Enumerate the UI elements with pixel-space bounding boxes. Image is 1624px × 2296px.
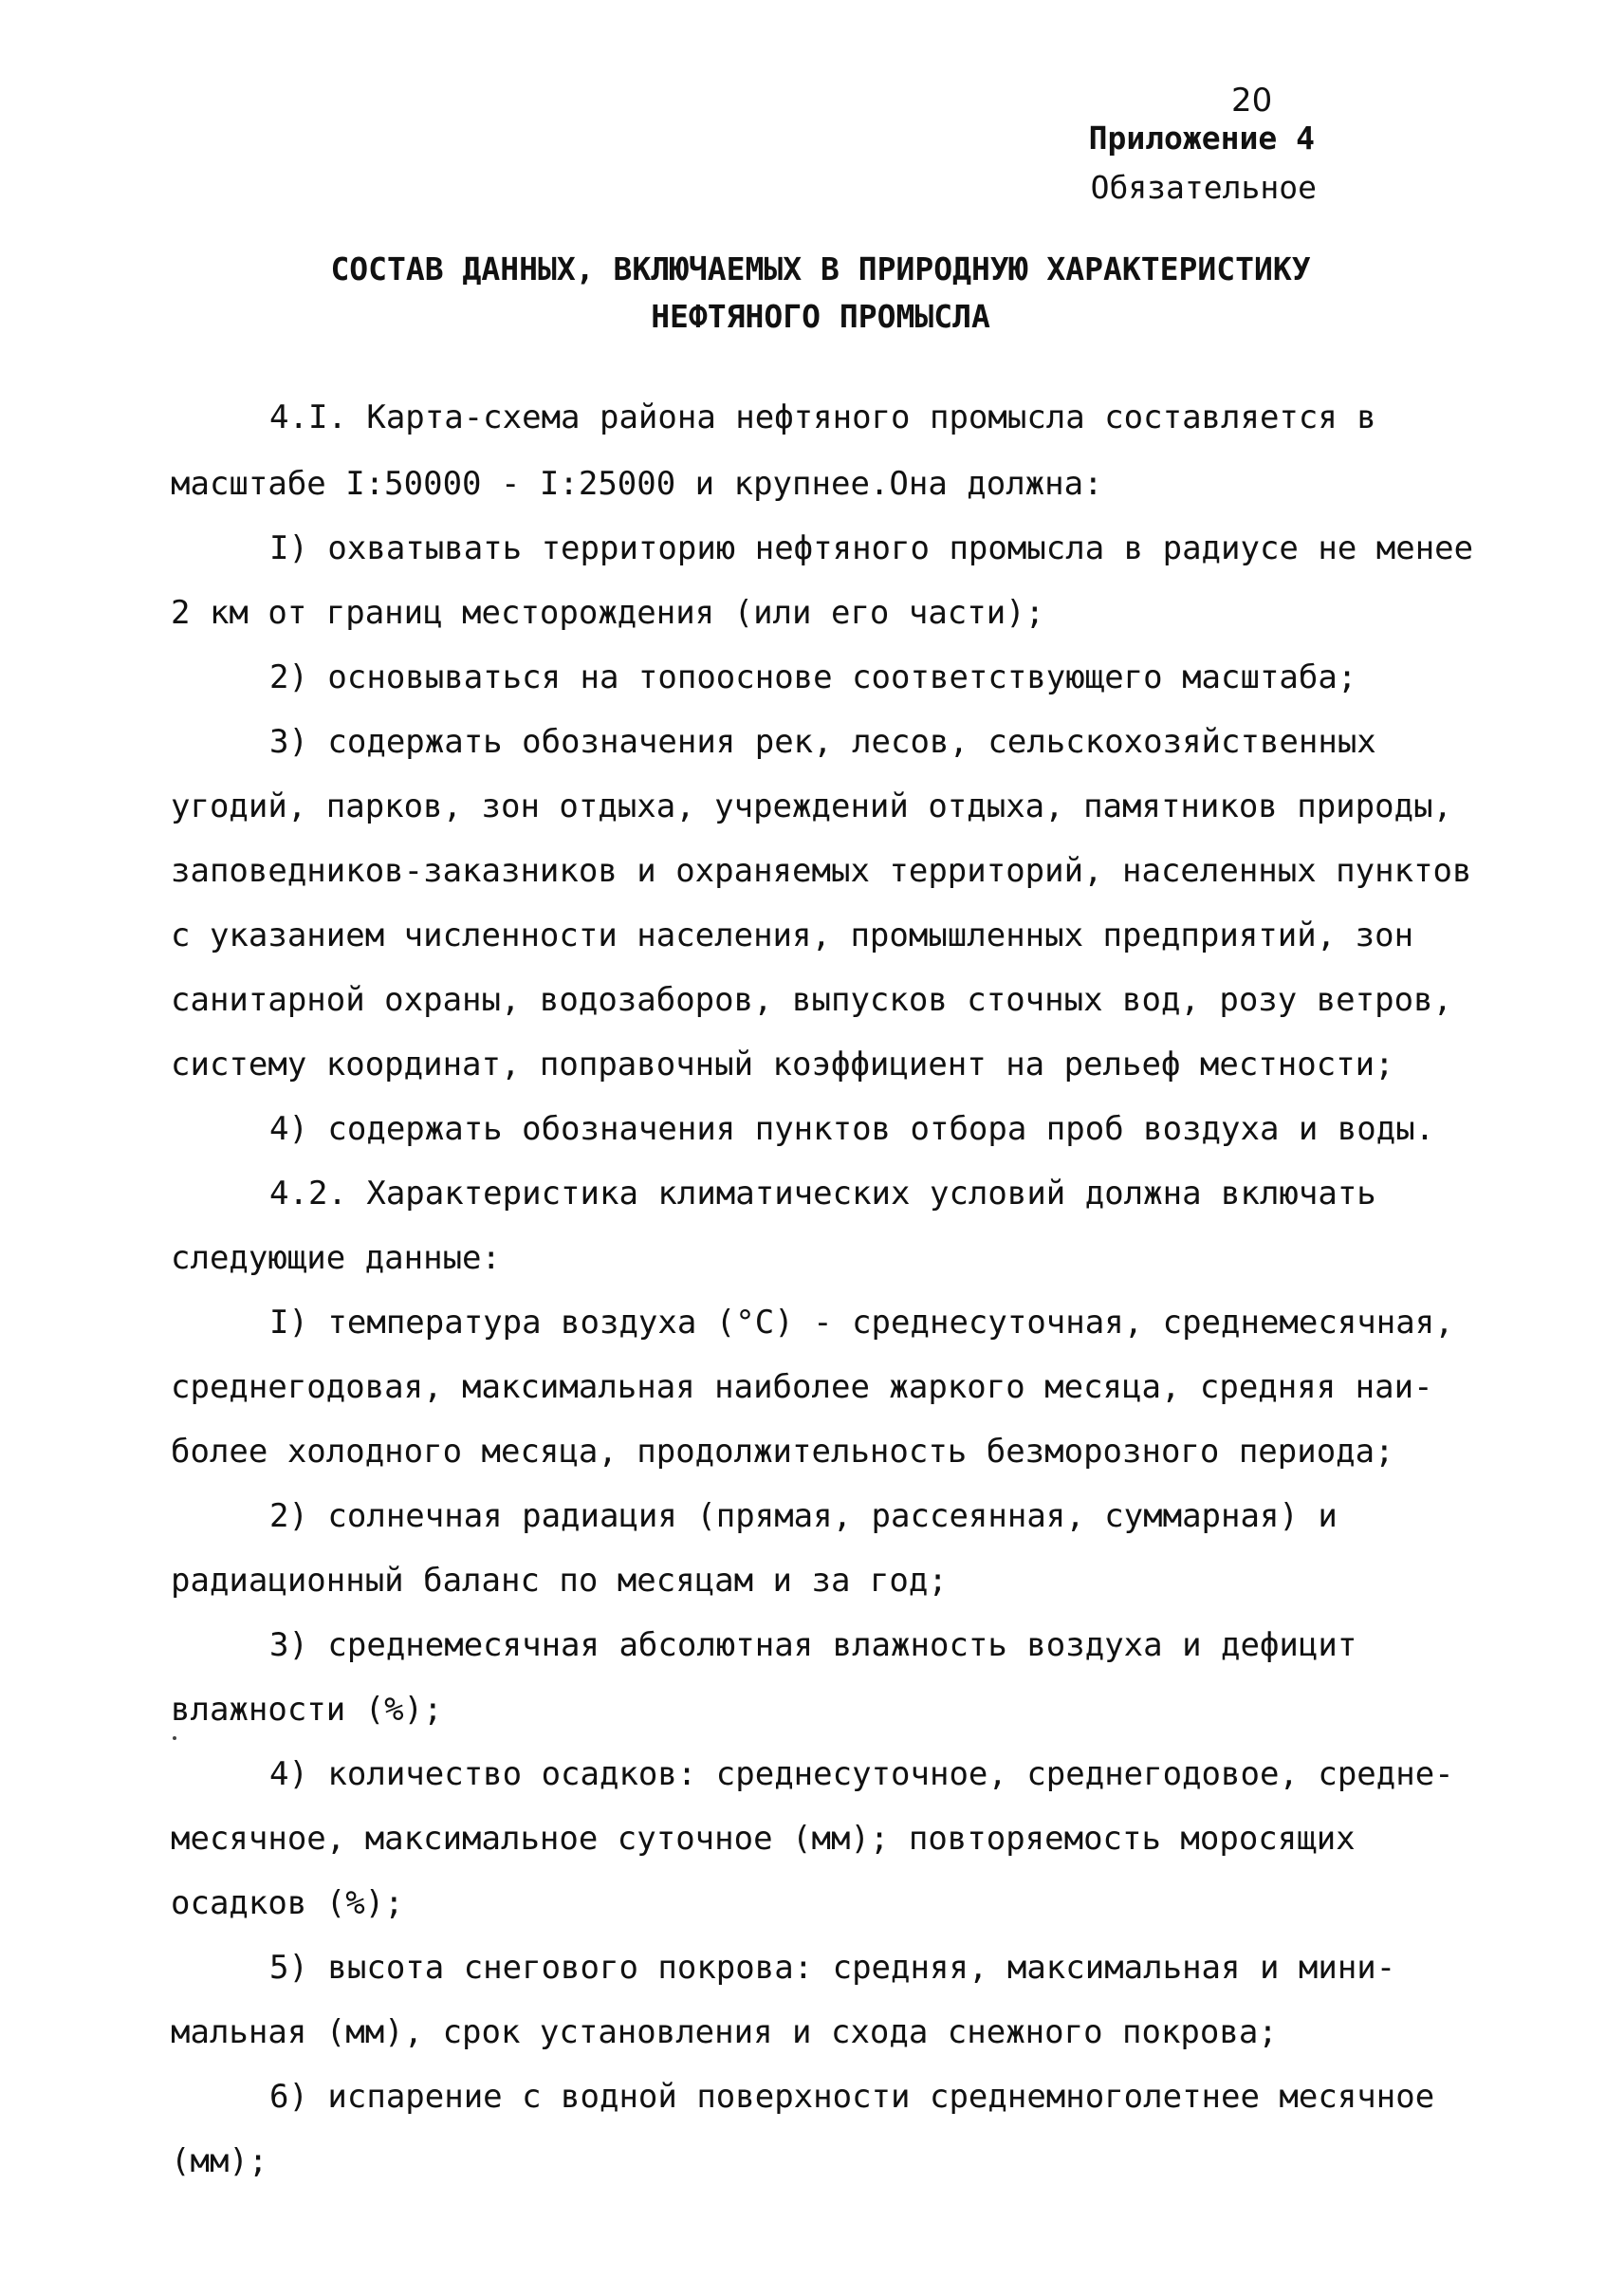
body-line: мальная (мм), срок установления и схода снежного покрова;	[171, 2013, 1278, 2051]
scan-speck	[173, 1736, 176, 1740]
body-line: 4.I. Карта-схема района нефтяного промысла составляется в	[269, 398, 1376, 436]
body-line: 2 км от границ месторождения (или его части);	[171, 594, 1045, 632]
body-line: 3) среднемесячная абсолютная влажность воздуха и дефицит	[269, 1626, 1357, 1664]
body-line: месячное, максимальное суточное (мм); повторяемость моросящих	[171, 1820, 1356, 1858]
body-line: заповедников-заказников и охраняемых территорий, населенных пунктов	[171, 852, 1472, 890]
body-line: I) охватывать территорию нефтяного промысла в радиусе не менее	[269, 529, 1474, 567]
body-line: 6) испарение с водной поверхности среднемноголетнее месячное	[269, 2078, 1435, 2116]
body-line: 2) солнечная радиация (прямая, рассеянная, суммарная) и	[269, 1497, 1338, 1535]
body-line: масштабе I:50000 - I:25000 и крупнее.Она должна:	[171, 465, 1103, 503]
body-line: осадков (%);	[171, 1884, 404, 1922]
body-line: 5) высота снегового покрова: средняя, максимальная и мини-	[269, 1949, 1396, 1987]
body-line: I) температура воздуха (°C) - среднесуточная, среднемесячная,	[269, 1304, 1454, 1342]
body-line: 4.2. Характеристика климатических условий должна включать	[269, 1175, 1376, 1213]
body-line: влажности (%);	[171, 1691, 443, 1729]
body-line: более холодного месяца, продолжительность безморозного периода;	[171, 1433, 1394, 1471]
body-line: 4) содержать обозначения пунктов отбора проб воздуха и воды.	[269, 1110, 1435, 1148]
body-line: 2) основываться на топооснове соответствующего масштаба;	[269, 658, 1357, 696]
body-line: с указанием численности населения, промышленных предприятий, зон	[171, 917, 1414, 954]
body-line: угодий, парков, зон отдыха, учреждений отдыха, памятников природы,	[171, 787, 1453, 825]
page-number: 20	[1231, 82, 1273, 120]
body-line: систему координат, поправочный коэффициент на рельеф местности;	[171, 1046, 1394, 1083]
document-title-line-1: СОСТАВ ДАННЫХ, ВКЛЮЧАЕМЫХ В ПРИРОДНУЮ ХАРАКТЕРИСТИКУ	[330, 250, 1311, 287]
document-title-line-2: НЕФТЯНОГО ПРОМЫСЛА	[651, 298, 990, 335]
body-line: среднегодовая, максимальная наиболее жаркого месяца, средняя наи-	[171, 1368, 1433, 1406]
body-line: 3) содержать обозначения рек, лесов, сельскохозяйственных	[269, 723, 1376, 761]
appendix-label: Приложение 4	[1088, 120, 1315, 157]
body-line: следующие данные:	[171, 1239, 501, 1277]
body-line: 4) количество осадков: среднесуточное, среднегодовое, средне-	[269, 1755, 1454, 1793]
appendix-status: Обязательное	[1090, 169, 1317, 206]
body-line: санитарной охраны, водозаборов, выпусков сточных вод, розу ветров,	[171, 981, 1453, 1019]
body-line: (мм);	[171, 2142, 268, 2180]
body-line: радиационный баланс по месяцам и за год;	[171, 1562, 948, 1600]
